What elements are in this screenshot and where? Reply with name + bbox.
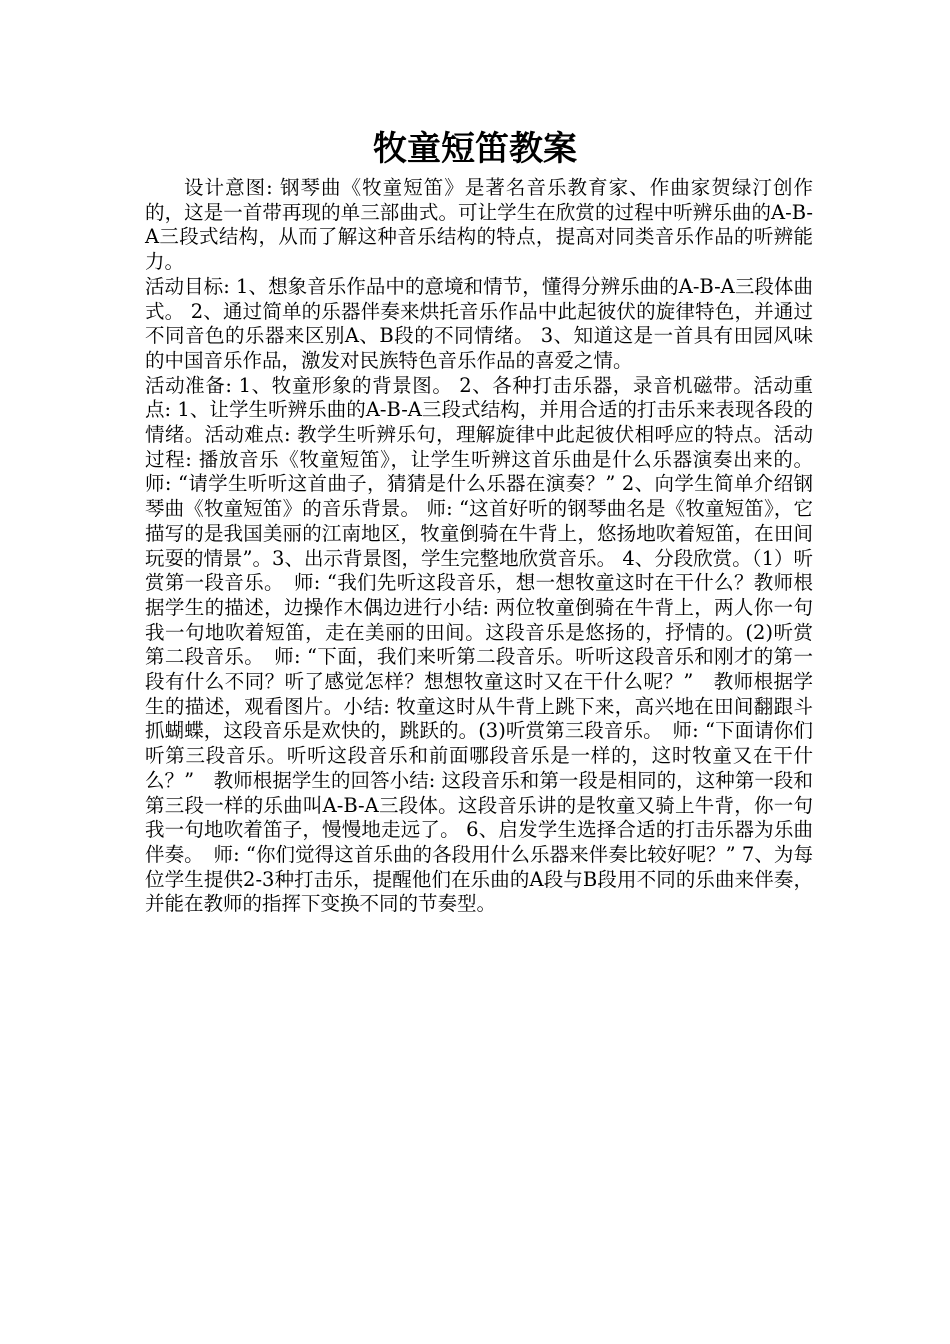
document-title: 牧童短笛教案 [373, 129, 577, 169]
paragraph-activity-goals: 活动目标: 1、想象音乐作品中的意境和情节，懂得分辨乐曲的A-B-A三段体曲式。 2、通过简单的乐器伴奏来烘托音乐作品中此起彼伏的旋律特色，并通过不同音色的乐器来区别A、B段的不同情绪。 3、知道这是一首具有田园风味的中国音乐作品，激发对民族特色音乐作品的喜爱之情。 [145, 274, 813, 372]
document-body [145, 176, 813, 917]
paragraph-design-intent: 设计意图: 钢琴曲《牧童短笛》是著名音乐教育家、作曲家贺绿汀创作的，这是一首带再现的单三部曲式。可让学生在欣赏的过程中听辨乐曲的A-B-A三段式结构，从而了解这种音乐结构的特点，提高对同类音乐作品的听辨能力。 [145, 176, 813, 274]
paragraph-activity-process: 活动准备: 1、牧童形象的背景图。 2、各种打击乐器，录音机磁带。活动重点: 1、让学生听辨乐曲的A-B-A三段式结构，并用合适的打击乐来表现各段的情绪。活动难点: 教学生听辨乐句，理解旋律中此起彼伏相呼应的特点。活动过程: 播放音乐《牧童短笛》，让学生听辨这首乐曲是什么乐器演奏出来的。 师: “请学生听听这首曲子，猜猜是什么乐器在演奏？” 2、向学生简单介绍钢琴曲《牧童短笛》的音乐背景。 师: “这首好听的钢琴曲名是《牧童短笛》，它描写的是我国美丽的江南地区，牧童倒骑在牛背上，悠扬地吹着短笛，在田间玩耍的情景”。3、出示背景图，学生完整地欣赏音乐。 4、分段欣赏。（1）听赏第一段音乐。 师: “我们先听这段音乐，想一想牧童这时在干什么？教师根据学生的描述，边操作木偶边进行小结: 两位牧童倒骑在牛背上，两人你一句我一句地吹着短笛，走在美丽的田间。这段音乐是悠扬的，抒情的。(2)听赏第二段音乐。 师: “下面，我们来听第二段音乐。听听这段音乐和刚才的第一段有什么不同？听了感觉怎样？想想牧童这时又在干什么呢？” 教师根据学生的描述，观看图片。小结: 牧童这时从牛背上跳下来，高兴地在田间翻跟斗抓蝴蝶，这段音乐是欢快的，跳跃的。(3)听赏第三段音乐。 师: “下面请你们听第三段音乐。听听这段音乐和前面哪段音乐是一样的，这时牧童又在干什么？” 教师根据学生的回答小结: 这段音乐和第一段是相同的，这种第一段和第三段一样的乐曲叫A-B-A三段体。这段音乐讲的是牧童又骑上牛背，你一句我一句地吹着笛子，慢慢地走远了。 6、启发学生选择合适的打击乐器为乐曲伴奏。 师: “你们觉得这首乐曲的各段用什么乐器来伴奏比较好呢？” 7、为每位学生提供2-3种打击乐，提醒他们在乐曲的A段与B段用不同的乐曲来伴奏，并能在教师的指挥下变换不同的节奏型。 [145, 373, 813, 916]
